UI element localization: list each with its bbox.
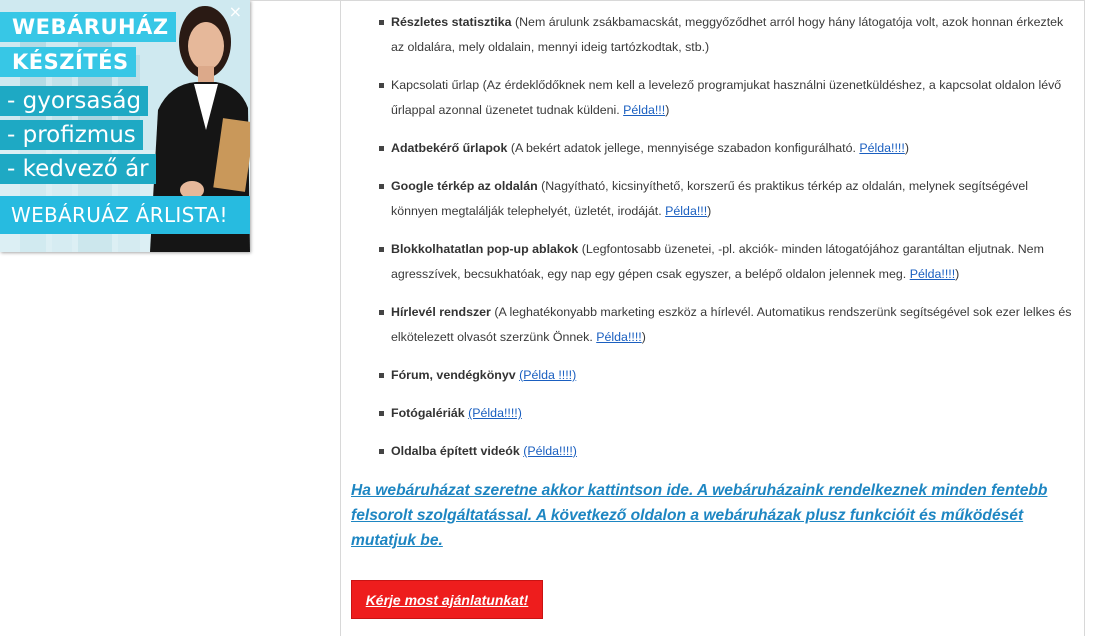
feature-title: Hírlevél rendszer [391, 305, 491, 319]
banner-line-5: - kedvező ár [0, 154, 156, 184]
feature-text: (Legfontosabb üzenetei, -pl. akciók- minden látogatójához garantáltan eljutnak. Nem agresszívek, becsukhatóak, egy nap egy gépen csak egyszer, a belépő oldalon jelennek meg. [391, 242, 1044, 281]
feature-text: (A leghatékonyabb marketing eszköz a hírlevél. Automatikus rendszerünk segítségével sok ezer lelkes és elkötelezett olvasót szerzünk Önnek. [391, 305, 1072, 344]
feature-suffix: ) [904, 141, 909, 155]
feature-title: Fotógalériák [391, 406, 465, 420]
feature-title: Oldalba épített videók [391, 444, 520, 458]
example-link[interactable]: (Példa!!!!) [523, 444, 577, 458]
feature-suffix: ) [707, 204, 712, 218]
feature-suffix: ) [665, 103, 670, 117]
close-icon[interactable]: × [228, 2, 242, 21]
feature-suffix: ) [641, 330, 646, 344]
list-item [391, 300, 1075, 350]
feature-title: Részletes statisztika [391, 15, 512, 29]
banner-cta-button[interactable]: WEBÁRUÁZ ÁRLISTA! [0, 196, 250, 234]
content-right-border [1084, 0, 1085, 636]
feature-title: Fórum, vendégkönyv [391, 368, 516, 382]
example-link[interactable]: Példa!!!! [909, 267, 956, 281]
list-item [391, 401, 1075, 426]
banner-line-4: - profizmus [0, 120, 143, 150]
feature-title: Google térkép az oldalán [391, 179, 538, 193]
list-item [391, 174, 1075, 224]
feature-title: Blokkolhatatlan pop-up ablakok [391, 242, 579, 256]
example-link[interactable]: Példa!!!! [859, 141, 905, 155]
example-link[interactable]: Példa!!! [623, 103, 666, 117]
banner-line-3: - gyorsaság [0, 86, 148, 116]
example-link[interactable]: (Példa !!!!) [519, 368, 577, 382]
feature-suffix: ) [955, 267, 960, 281]
example-link[interactable]: Példa!!! [665, 204, 708, 218]
content-left-border [340, 0, 341, 636]
list-item [391, 136, 1075, 161]
request-offer-button[interactable]: Kérje most ajánlatunkat! [351, 580, 543, 619]
list-item [391, 363, 1075, 388]
list-item [391, 73, 1075, 123]
webaruhaz-banner-ad[interactable] [0, 0, 250, 252]
list-item [391, 439, 1075, 464]
webshop-promo-link[interactable]: Ha webáruházat szeretne akkor kattintson ide. A webáruházaink rendelkeznek minden fentebb felsorolt szolgáltatással. A következő oldalon a webáruházak plusz funkcióit és működését mutatjuk be. [351, 482, 1048, 549]
example-link[interactable]: (Példa!!!!) [468, 406, 522, 420]
feature-title: Adatbekérő űrlapok [391, 141, 508, 155]
list-item [391, 10, 1075, 60]
feature-text: (Nem árulunk zsákbamacskát, meggyőződhet arról hogy hány látogatója volt, azok honnan érkeztek az oldalára, mely oldalain, mennyi ideig tartózkodtak, stb.) [391, 15, 1064, 54]
top-divider [250, 0, 1084, 1]
list-item [391, 237, 1075, 287]
feature-text: (A bekért adatok jellege, mennyisége szabadon konfigurálható. [507, 141, 860, 155]
banner-line-1: WEBÁRUHÁZ [0, 12, 176, 42]
example-link[interactable]: Példa!!!! [596, 330, 642, 344]
feature-text: (Nagyítható, kicsinyíthető, korszerű és praktikus térkép az oldalán, melynek segítségével könnyen megtalálják telephelyét, üzletét, irodáját. [391, 179, 1029, 218]
feature-text: Kapcsolati űrlap (Az érdeklődőknek nem kell a levelező programjukat használni üzenetküldéshez, a kapcsolat oldalon lévő űrlappal azonnal üzenetet tudnak küldeni. [391, 78, 1062, 117]
banner-line-2: KÉSZÍTÉS [0, 47, 136, 77]
